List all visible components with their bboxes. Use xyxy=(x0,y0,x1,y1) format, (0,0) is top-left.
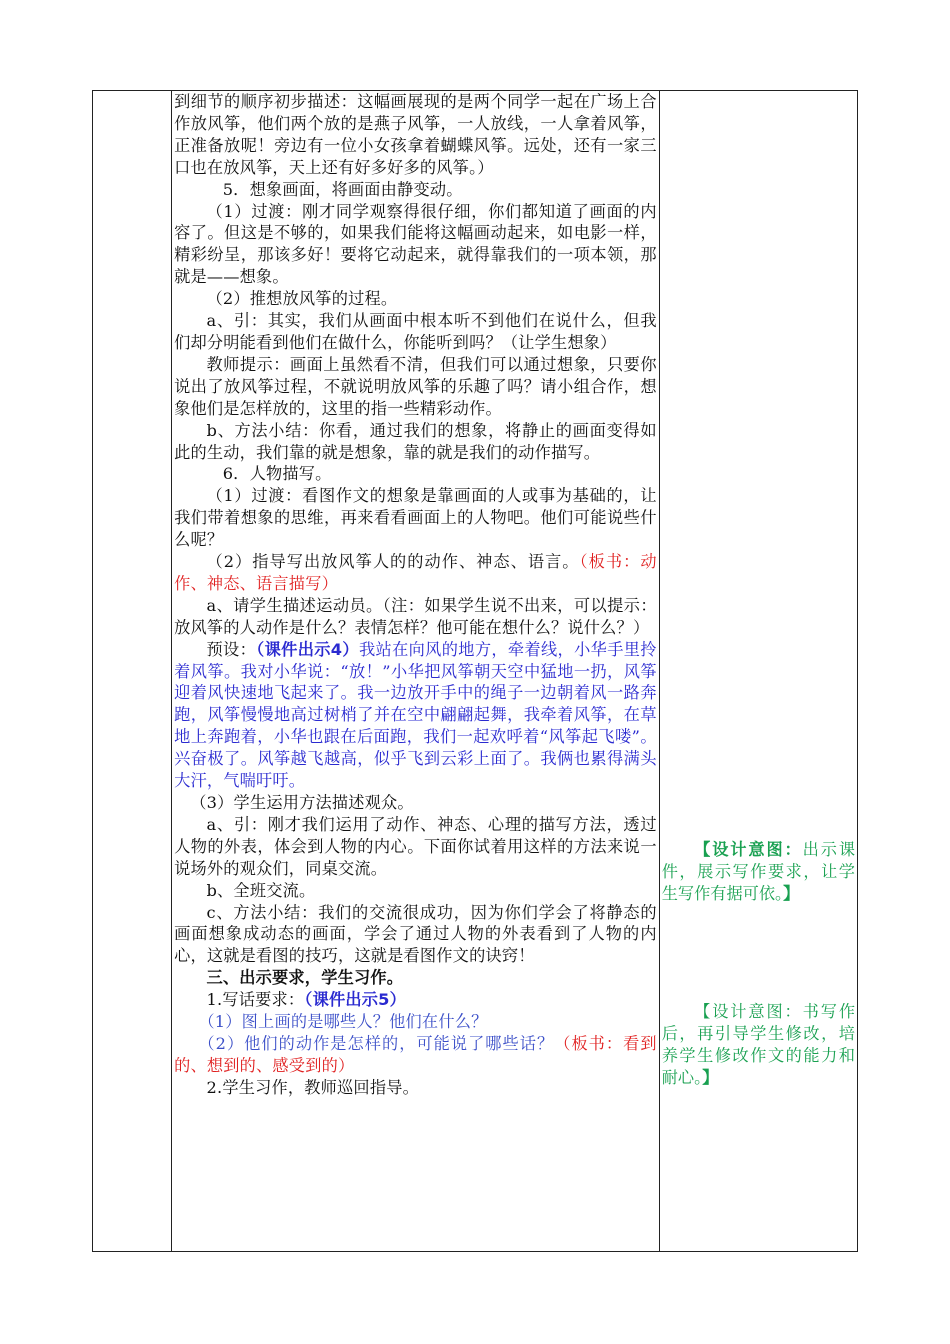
design-note-close: 】 xyxy=(702,1068,719,1087)
section-heading: 三、出示要求，学生习作。 xyxy=(206,968,404,988)
lesson-plan-table xyxy=(92,90,858,1252)
paragraph xyxy=(174,814,657,880)
paragraph xyxy=(174,902,657,968)
paragraph xyxy=(174,288,657,310)
text-segment: b、全班交流。 xyxy=(206,880,316,900)
design-notes-cell xyxy=(659,91,857,1252)
design-note-body: 出示课件，展示写作要求，让学生写作有据可依。 xyxy=(661,840,856,903)
paragraph xyxy=(174,989,657,1011)
design-note-1 xyxy=(662,839,855,905)
text-segment: a、引：刚才我们运用了动作、神态、心理的描写方法，透过人物的外表，体会到人物的内心。下面你试着用这样的方法来说一说场外的观众们，同桌交流。 xyxy=(174,814,657,878)
design-note-label: 【设计意图： xyxy=(694,840,803,859)
text-segment: 1.写话要求： xyxy=(206,990,305,1010)
text-segment: （2）指导写出放风筝人的的动作、神态、语言。 xyxy=(206,552,580,572)
paragraph xyxy=(174,179,657,201)
text-segment: （1）过渡：刚才同学观察得很仔细，你们都知道了画面的内容了。但这是不够的，如果我们能将这幅画动起来，如电影一样，精彩纷呈，那该多好！要将它动起来，就得靠我们的一项本领，那就是——想象。 xyxy=(174,201,657,287)
courseware-text: 我站在向风的地方，牵着线，小华手里拎着风筝。我对小华说：“放！”小华把风筝朝天空中猛地一扔，风筝迎着风快速地飞起来了。我一边放开手中的绳子一边朝着风一路奔跑，风筝慢慢地高过树梢了并在空中翩翩起舞，我牵着风筝，在草地上奔跑着，小华也跟在后面跑，我们一起欢呼着“风筝起飞喽”。兴奋极了。风筝越飞越高，似乎飞到云彩上面了。我俩也累得满头大汗，气喘吁吁。 xyxy=(174,639,657,791)
courseware-label: （课件出示4） xyxy=(256,639,359,659)
text-segment: b、方法小结：你看，通过我们的想象，将静止的画面变得如此的生动，我们靠的就是想象，靠的就是我们的动作描写。 xyxy=(174,420,657,462)
text-segment: 教师提示：画面上虽然看不清，但我们可以通过想象，只要你说出了放风筝过程，不就说明放风筝的乐趣了吗？请小组合作，想象他们是怎样放的，这里的指一些精彩动作。 xyxy=(174,354,657,418)
text-segment: a、请学生描述运动员。（注：如果学生说不出来，可以提示：放风筝的人动作是什么？表情怎样？他可能在想什么？说什么？） xyxy=(174,595,657,637)
paragraph xyxy=(174,420,657,464)
paragraph xyxy=(174,310,657,354)
courseware-text: （2）他们的动作是怎样的，可能说了哪些话？ xyxy=(198,1033,555,1053)
text-segment: （2）推想放风筝的过程。 xyxy=(206,289,398,309)
courseware-label: （课件出示5） xyxy=(304,990,406,1010)
text-segment: 预设： xyxy=(206,639,257,659)
paragraph xyxy=(174,639,657,792)
left-empty-cell xyxy=(93,91,172,1252)
text-segment: 到细节的顺序初步描述：这幅画展现的是两个同学一起在广场上合作放风筝，他们两个放的是燕子风筝，一人放线，一人拿着风筝，正准备放呢！旁边有一位小女孩拿着蝴蝶风筝。远处，还有一家三口也在放风筝，天上还有好多好多的风筝。） xyxy=(174,92,657,177)
paragraph xyxy=(174,91,657,179)
paragraph xyxy=(174,1033,657,1077)
design-note-close: 】 xyxy=(783,884,800,903)
design-note-body: 书写作后，再引导学生修改，培养学生修改作文的能力和耐心。 xyxy=(661,1002,856,1087)
paragraph xyxy=(174,1077,657,1099)
board-note-text: （板书：看到的、想到的、感受到的） xyxy=(174,1033,657,1075)
main-content-cell xyxy=(172,91,660,1252)
table-row xyxy=(93,91,858,1252)
paragraph xyxy=(174,485,657,551)
paragraph xyxy=(174,1011,657,1033)
design-note-2 xyxy=(662,1001,855,1089)
text-segment: （3）学生运用方法描述观众。 xyxy=(190,793,414,812)
board-note-text: （板书：动作、神态、语言描写） xyxy=(174,552,657,593)
paragraph xyxy=(174,354,657,420)
text-segment: 6．人物描写。 xyxy=(222,464,332,484)
main-content xyxy=(172,91,659,1099)
text-segment: 5．想象画面，将画面由静变动。 xyxy=(222,179,463,199)
courseware-text: （1）图上画的是哪些人？他们在什么？ xyxy=(198,1012,488,1032)
paragraph xyxy=(174,880,657,902)
text-segment: a、引：其实，我们从画面中根本听不到他们在说什么，但我们却分明能看到他们在做什么，你能听到吗？（让学生想象） xyxy=(174,311,657,352)
paragraph xyxy=(174,967,657,989)
text-segment: （1）过渡：看图作文的想象是靠画面的人或事为基础的，让我们带着想象的思维，再来看看画面上的人物吧。他们可能说些什么呢？ xyxy=(174,486,657,550)
text-segment: 2.学生习作，教师巡回指导。 xyxy=(206,1077,419,1097)
paragraph xyxy=(174,551,657,595)
paragraph xyxy=(174,463,657,485)
paragraph xyxy=(174,792,657,814)
paragraph xyxy=(174,201,657,289)
design-note-label: 【设计意图： xyxy=(694,1002,803,1021)
paragraph xyxy=(174,595,657,639)
text-segment: c、方法小结：我们的交流很成功，因为你们学会了将静态的画面想象成动态的画面，学会了通过人物的外表看到了人物的内心，这就是看图的技巧，这就是看图作文的诀窍！ xyxy=(174,902,657,966)
